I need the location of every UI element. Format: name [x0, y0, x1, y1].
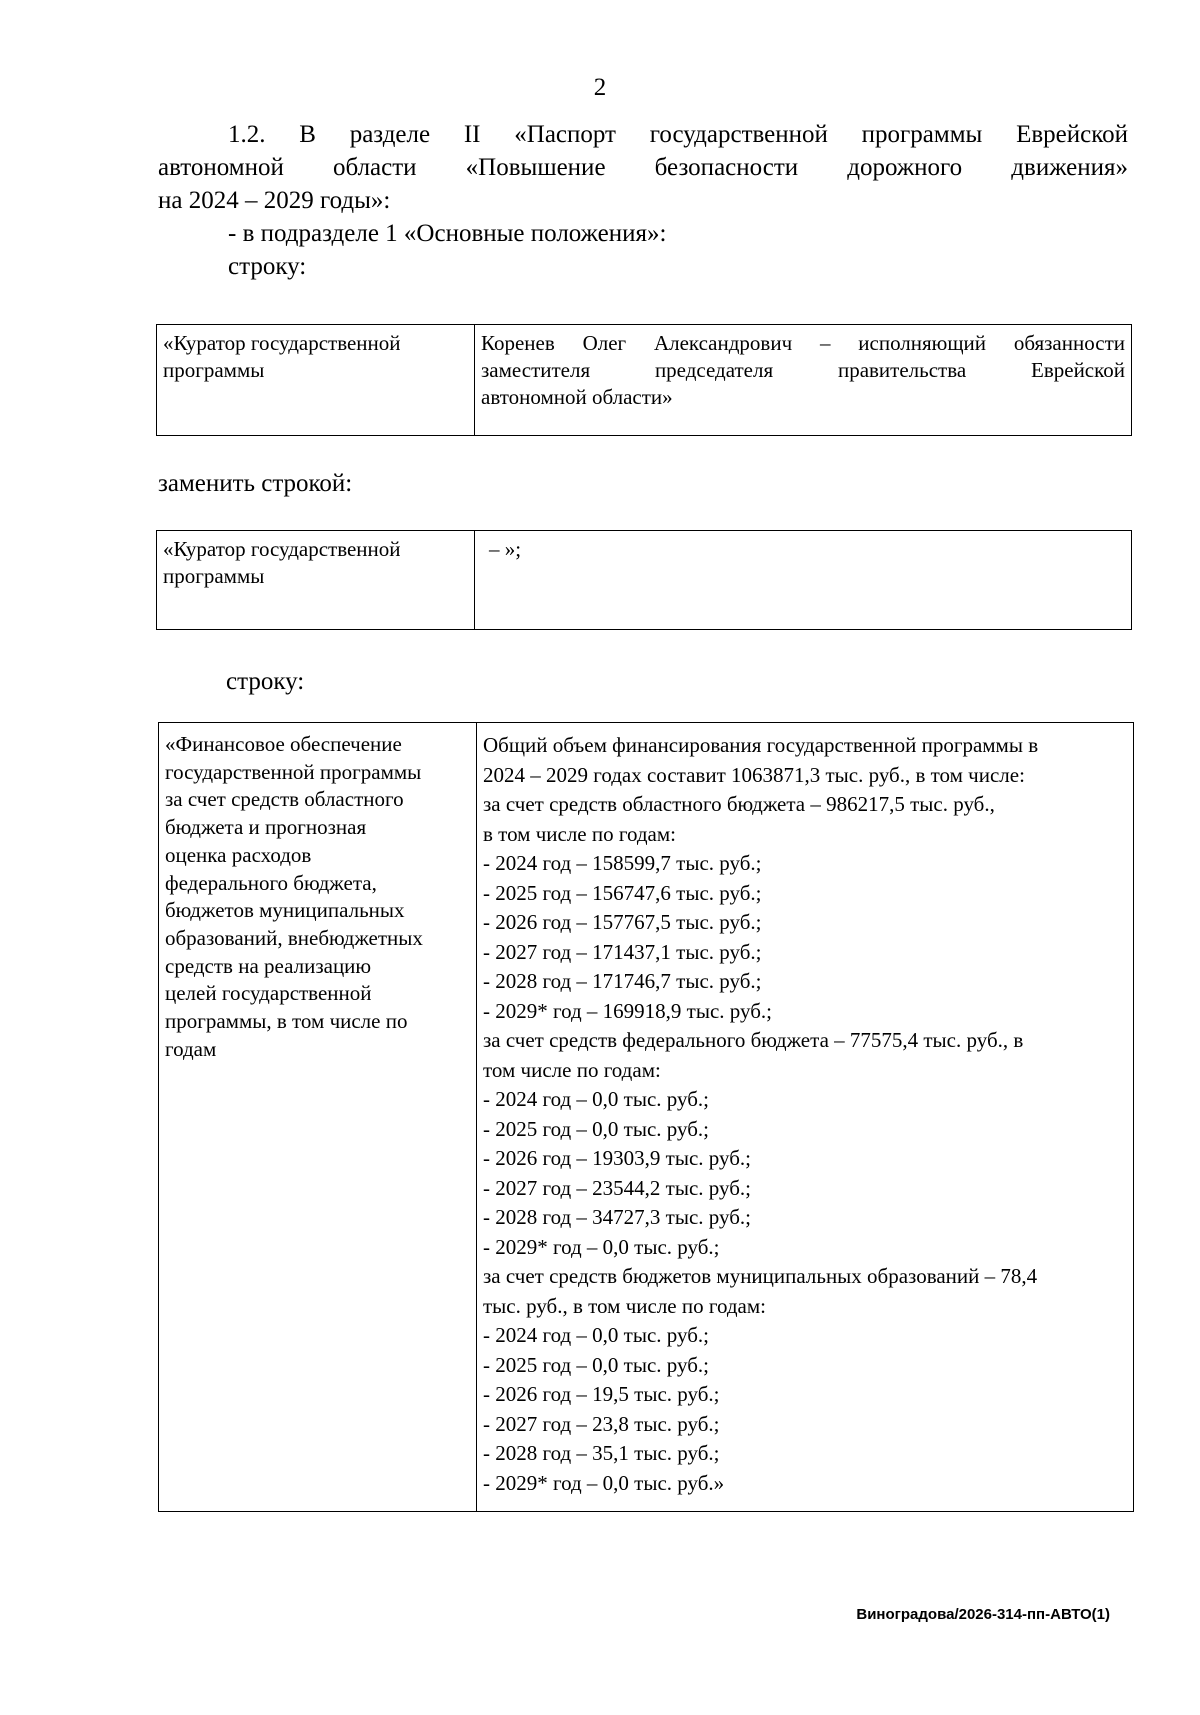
financing-right-line: - 2024 год – 0,0 тыс. руб.;: [483, 1087, 709, 1111]
financing-left-line: федерального бюджета,: [165, 870, 377, 895]
intro-line-5: строку:: [228, 253, 307, 280]
financing-right-line: - 2029* год – 0,0 тыс. руб.»: [483, 1470, 725, 1495]
curator-old-right-cell: [475, 325, 1132, 436]
financing-left-line: «Финансовое обеспечение: [165, 732, 402, 756]
financing-right-line: Общий объем финансирования государственной программы в: [483, 733, 1039, 757]
financing-right-line: - 2026 год – 19,5 тыс. руб.;: [483, 1382, 720, 1406]
financing-right-line: за счет средств областного бюджета – 986217,5 тыс. руб.,: [483, 792, 995, 816]
financing-right-line: за счет средств бюджетов муниципальных образований – 78,4: [483, 1264, 1038, 1288]
curator-old-right-line: заместителя председателя правительства Еврейской: [481, 358, 1125, 382]
curator-new-left-cell: [157, 531, 475, 630]
financing-right-line: - 2026 год – 19303,9 тыс. руб.;: [483, 1146, 751, 1170]
financing-left-line: за счет средств областного: [165, 787, 404, 812]
curator-table-old: [156, 324, 1132, 436]
financing-left-line: образований, внебюджетных: [165, 925, 423, 950]
financing-left-line: бюджетов муниципальных: [165, 898, 405, 923]
financing-left-line: годам: [165, 1036, 217, 1061]
financing-right-line: за счет средств федерального бюджета – 77575,4 тыс. руб., в: [483, 1028, 1024, 1052]
financing-right-line: - 2029* год – 0,0 тыс. руб.;: [483, 1234, 720, 1259]
financing-right-line: в том числе по годам:: [483, 821, 676, 846]
financing-left-line: целей государственной: [165, 981, 372, 1006]
financing-table: [158, 722, 1134, 1512]
intro-line-2: автономной области «Повышение безопасности дорожного движения»: [158, 154, 1128, 181]
curator-new-right-text: – »;: [489, 537, 522, 561]
financing-right-line: тыс. руб., в том числе по годам:: [483, 1293, 766, 1318]
financing-left-cell: [159, 723, 477, 1512]
document-footer-code: Виноградова/2026-314-пп-АВТО(1): [856, 1606, 1110, 1623]
intro-line-1: 1.2. В разделе II «Паспорт государственной программы Еврейской: [228, 121, 1128, 148]
financing-right-line: - 2024 год – 158599,7 тыс. руб.;: [483, 851, 762, 875]
intro-paragraph: [158, 118, 1128, 283]
financing-left-line: государственной программы: [165, 759, 422, 784]
intro-line-4: - в подразделе 1 «Основные положения»:: [228, 220, 667, 247]
financing-right-line: - 2028 год – 35,1 тыс. руб.;: [483, 1441, 720, 1465]
stroku-label: строку:: [226, 668, 305, 695]
financing-right-line: - 2025 год – 0,0 тыс. руб.;: [483, 1352, 709, 1377]
financing-left-line: средств на реализацию: [165, 953, 372, 978]
curator-old-right-line: автономной области»: [481, 385, 673, 409]
financing-right-line: - 2028 год – 34727,3 тыс. руб.;: [483, 1205, 751, 1229]
financing-right-line: - 2027 год – 23544,2 тыс. руб.;: [483, 1175, 751, 1200]
financing-left-line: оценка расходов: [165, 842, 312, 867]
financing-right-line: - 2027 год – 171437,1 тыс. руб.;: [483, 939, 762, 964]
curator-new-right-cell: [475, 531, 1132, 630]
financing-right-line: - 2025 год – 156747,6 тыс. руб.;: [483, 880, 762, 905]
financing-right-line: - 2026 год – 157767,5 тыс. руб.;: [483, 910, 762, 934]
replace-label: заменить строкой:: [158, 470, 353, 497]
curator-old-right-line: Коренев Олег Александрович – исполняющий обязанности: [481, 331, 1125, 355]
financing-right-line: - 2029* год – 169918,9 тыс. руб.;: [483, 998, 772, 1023]
financing-right-line: - 2025 год – 0,0 тыс. руб.;: [483, 1116, 709, 1141]
financing-right-line: том числе по годам:: [483, 1057, 661, 1082]
financing-right-cell: [477, 723, 1134, 1512]
curator-table-new: [156, 530, 1132, 630]
curator-old-left-line: «Куратор государственной: [163, 331, 401, 355]
curator-new-left-line: программы: [163, 564, 265, 588]
intro-line-3: на 2024 – 2029 годы»:: [158, 187, 391, 214]
curator-new-left-line: «Куратор государственной: [163, 537, 401, 561]
page-number: 2: [593, 74, 607, 101]
financing-left-line: бюджета и прогнозная: [165, 815, 367, 840]
curator-old-left-line: программы: [163, 358, 265, 382]
curator-old-left-cell: [157, 325, 475, 436]
financing-right-line: - 2027 год – 23,8 тыс. руб.;: [483, 1411, 720, 1436]
financing-left-line: программы, в том числе по: [165, 1009, 408, 1034]
financing-right-line: - 2028 год – 171746,7 тыс. руб.;: [483, 969, 762, 993]
financing-right-line: 2024 – 2029 годах составит 1063871,3 тыс. руб., в том числе:: [483, 762, 1025, 787]
financing-right-line: - 2024 год – 0,0 тыс. руб.;: [483, 1323, 709, 1347]
